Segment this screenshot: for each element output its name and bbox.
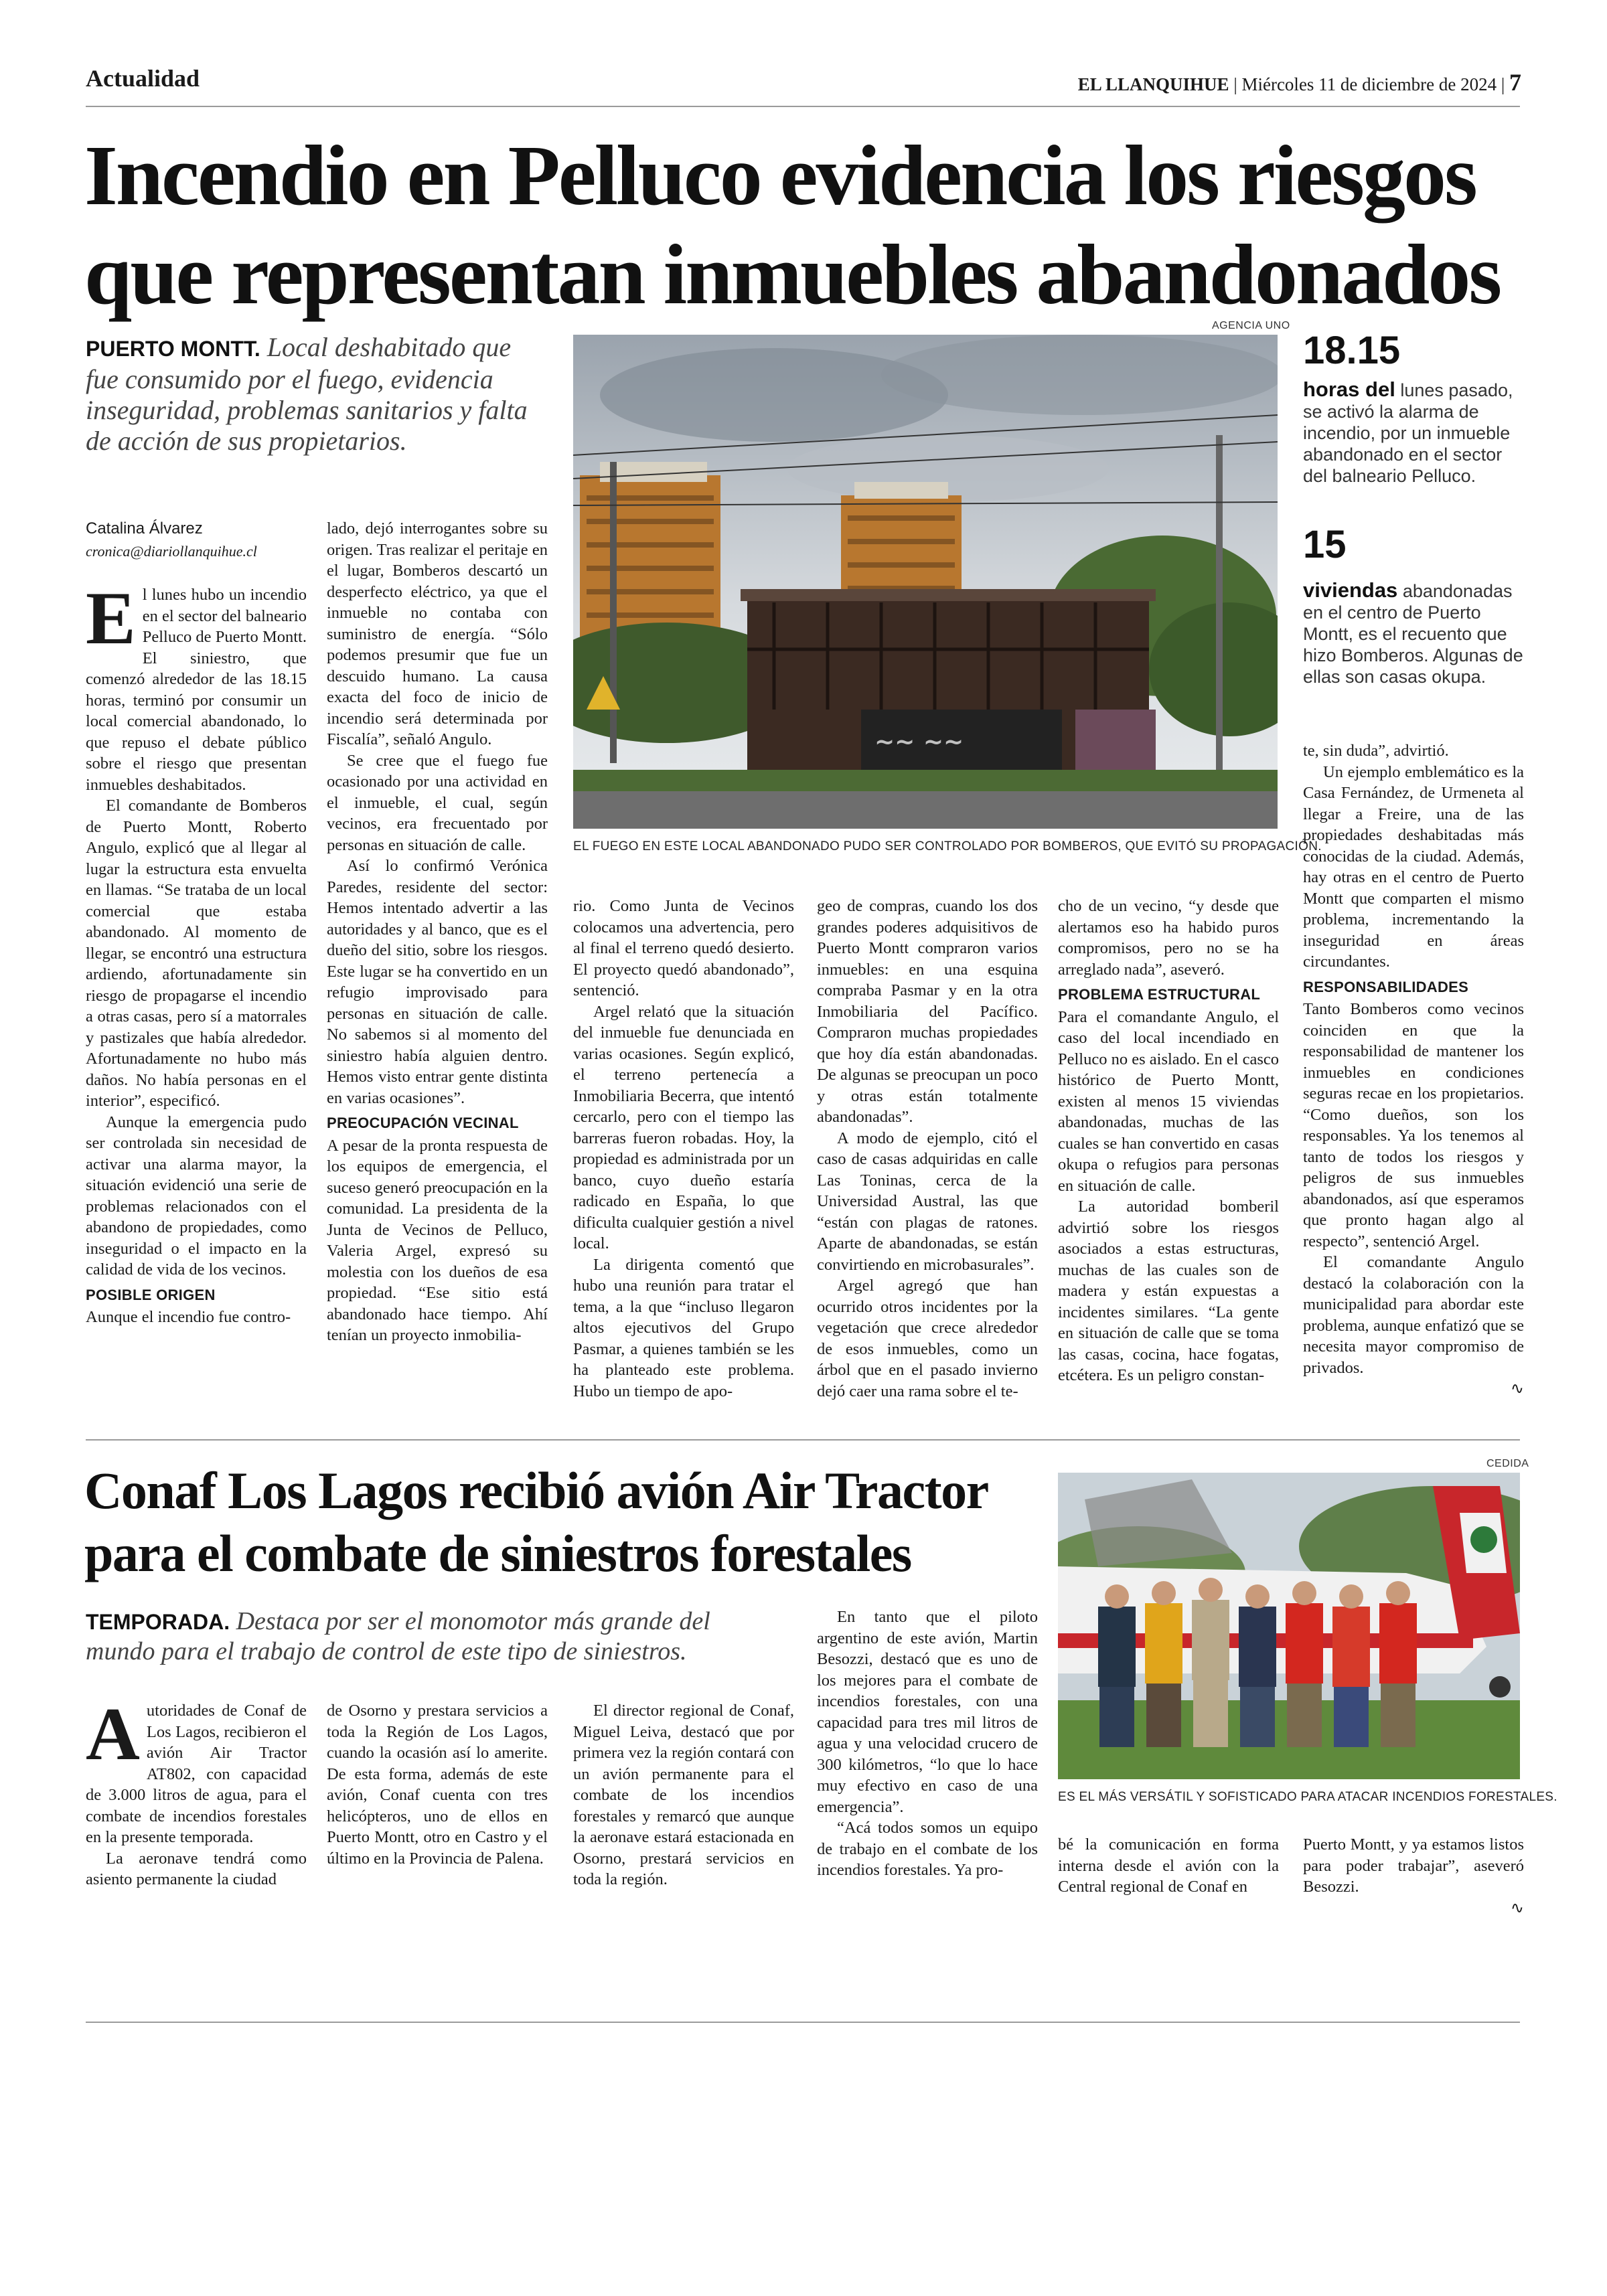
header-rule	[86, 106, 1520, 107]
byline-author: Catalina Álvarez	[86, 519, 203, 538]
byline-email: cronica@diariollanquihue.cl	[86, 542, 257, 560]
masthead-line: EL LLANQUIHUE | Miércoles 11 de diciembre de 2024 | 7	[1077, 69, 1521, 96]
article-column-6: te, sin duda”, advirtió. Un ejemplo emblemático es la Casa Fernández, de Urmeneta al llegar a Freire, una de las propiedades deshabitadas más conocidas de la ciudad. Además, hay otras en el centro de Puerto Montt que comparten el mismo problema, incrementando la inseguridad en áreas circundantes. RESPONSABILIDADES Tanto Bomberos como vecinos coinciden en que la responsabilidad de mantener los inmuebles en condiciones seguras recae en los propietarios. “Como dueños, son los responsables. Ya los tenemos al tanto de todos los riesgos y peligros de sus inmuebles abandonados, así que esperamos que pronto hagan algo al respecto”, sentenció Argel. El comandante Angulo destacó la colaboración con la municipalidad para abordar este problema, aunque enfatizó que se necesita mayor compromiso de privados. ∿	[1303, 740, 1524, 1400]
fact-text-houses: viviendas abandonadas en el centro de Puerto Montt, es el recuento que hizo Bomberos. Algunas de ellas son casas okupa.	[1303, 578, 1523, 687]
fact-text-time: horas del lunes pasado, se activó la alarma de incendio, por un inmueble abandonado en el sector del balneario Pelluco.	[1303, 378, 1513, 486]
story2-column-5: bé la comunicación en forma interna desde el avión con la Central regional de Conaf en	[1058, 1835, 1279, 1896]
plane-team-illustration	[1058, 1473, 1520, 1779]
story-divider-rule	[86, 1439, 1520, 1441]
page-number: 7	[1509, 69, 1521, 96]
paper-name: EL LLANQUIHUE	[1077, 74, 1229, 94]
photo-caption: EL FUEGO EN ESTE LOCAL ABANDONADO PUDO SER CONTROLADO POR BOMBEROS, QUE EVITÓ SU PROPAGACIÓN.	[573, 839, 1322, 853]
article-column-1: Catalina Álvarez cronica@diariollanquihue.cl El lunes hubo un incendio en el sector del balneario Pelluco de Puerto Montt. El siniestro, que comenzó alrededor de las 18.15 horas, terminó por consumir un local comercial abandonado, lo que repuso el debate público sobre el riesgo que presentan inmuebles deshabitados. El comandante de Bomberos de Puerto Montt, Roberto Angulo, explicó que al llegar al lugar la estructura esta envuelta en llamas. “Se trataba de un local comercial que estaba abandonado. Al momento de llegar, se encontró una estructura ardiendo, afortunadamente sin riesgo de propagarse el incendio a otras casas, pero sí a matorrales y pastizales que había alrededor. Afortunadamente no hubo más daños. No había personas en el interior”, especificó. Aunque la emergencia pudo ser controlada sin necesidad de activar una alarma mayor, la situación evidenció una serie de problemas relacionados con el abandono de propiedades, como inseguridad o el impacto en la calidad de vida de los vecinos. POSIBLE ORIGEN Aunque el incendio fue contro-	[86, 519, 307, 1326]
article-column-5: cho de un vecino, “y desde que alertamos eso ha habido puros compromisos, pero no se ha arreglado nada”, aseveró. PROBLEMA ESTRUCTURAL Para el comandante Angulo, el caso del local incendiado en Pelluco no es aislado. En el casco histórico de Puerto Montt, existen al menos 15 viviendas abandonadas, muchas de las cuales se han convertido en casas okupa o refugios para personas en situación de calle. La autoridad bomberil advirtió sobre los riesgos asociados a estas estructuras, muchas de las cuales son de madera y están expuestas a incidentes similares. “La gente en situación de calle que se toma las casas, cocina, hace fogatas, etcétera. Es un peligro constan-	[1058, 897, 1279, 1384]
subhead-responsabilidades: RESPONSABILIDADES	[1303, 978, 1469, 995]
subhead-problema-estructural: PROBLEMA ESTRUCTURAL	[1058, 986, 1261, 1003]
subhead-posible-origen: POSIBLE ORIGEN	[86, 1286, 216, 1303]
story2-column-6: Puerto Montt, y ya estamos listos para poder trabajar”, aseveró Besozzi. ∿	[1303, 1834, 1524, 1918]
lede-kicker-2: TEMPORADA.	[86, 1610, 230, 1634]
end-mark-icon: ∿	[1510, 1379, 1524, 1398]
air-tractor-photo	[1058, 1473, 1520, 1779]
article-column-3: rio. Como Junta de Vecinos colocamos una advertencia, pero al final el terreno quedó desierto. El proyecto quedó abandonado”, sentenció. Argel relató que la situación del inmueble fue denunciada en varias ocasiones. Según explicó, el terreno pertenecía a Inmobiliaria Becerra, que intentó cercarlo, pero con el tiempo las barreras fueron robadas. Hoy, la propiedad es administrada por un banco, cuyo dueño estaría radicado en España, lo que dificulta cualquier gestión a nivel local. La dirigenta comentó que hubo una reunión para tratar el tema, a la que “incluso llegaron altos ejecutivos del Grupo Pasmar, a quienes también se les ha planteado este problema. Hubo un tiempo de apo-	[573, 897, 794, 1400]
subhead-preocupacion-vecinal: PREOCUPACIÓN VECINAL	[327, 1115, 519, 1131]
fire-building-photo	[573, 335, 1278, 829]
story2-column-1: Autoridades de Conaf de Los Lagos, recibieron el avión Air Tractor AT802, con capacidad de 3.000 litros de agua, para el combate de incendios forestales en la presente temporada. La aeronave tendrá como asiento permanente la ciudad	[86, 1693, 307, 1888]
bottom-rule	[86, 2022, 1520, 2023]
dropcap-2: A	[86, 1693, 140, 1776]
photo-credit-2: CEDIDA	[1486, 1458, 1529, 1469]
photo-credit: AGENCIA UNO	[1212, 320, 1290, 331]
headline-secondary: Conaf Los Lagos recibió avión Air Tractor para el combate de siniestros forestales	[84, 1461, 988, 1582]
lede-kicker: PUERTO MONTT.	[86, 337, 260, 361]
photo-caption-2: ES EL MÁS VERSÁTIL Y SOFISTICADO PARA ATACAR INCENDIOS FORESTALES.	[1058, 1790, 1557, 1804]
lede-text-2: Destaca por ser el monomotor más grande del mundo para el trabajo de control de este tipo de siniestros.	[86, 1607, 710, 1665]
building-illustration	[573, 335, 1278, 829]
lede-text: Local deshabitado que fue consumido por el fuego, evidencia inseguridad, problemas sanitarios y falta de acción de sus propietarios.	[86, 332, 528, 456]
story2-column-4: En tanto que el piloto argentino de este avión, Martin Besozzi, destacó que es uno de los mejores para el combate de incendios forestales, con una capacidad para tres mil litros de agua y una velocidad crucero de 300 kilómetros, “lo que lo hace muy efectivo en caso de una emergencia”. “Acá todos somos un equipo de trabajo en el combate de los incendios forestales. Ya pro-	[817, 1608, 1038, 1879]
section-label: Actualidad	[86, 65, 200, 92]
fact-number-houses: 15	[1303, 523, 1347, 566]
svg-text:~~ ~~: ~~ ~~	[874, 728, 964, 756]
story2-column-3: El director regional de Conaf, Miguel Leiva, destacó que por primera vez la región contará con un avión permanente para el combate de los incendios forestales y remarcó que aunque la aeronave estará estacionada en Osorno, prestará servicios en toda la región.	[573, 1702, 794, 1888]
end-mark-icon-2: ∿	[1510, 1898, 1524, 1917]
headline-main: Incendio en Pelluco evidencia los riesgos que representan inmuebles abandonados	[84, 128, 1501, 322]
issue-date: Miércoles 11 de diciembre de 2024	[1241, 74, 1497, 94]
lede-secondary	[86, 1607, 782, 1666]
lede-main	[86, 332, 541, 457]
dropcap: E	[86, 577, 136, 660]
story2-column-2: de Osorno y prestara servicios a toda la Región de Los Lagos, cuando la ocasión así lo amerite. De esta forma, además de este avión, Conaf cuenta con tres helicópteros, uno de ellos en Puerto Montt, otro en Castro y el último en la Provincia de Palena.	[327, 1702, 548, 1868]
article-column-4: geo de compras, cuando los dos grandes poderes adquisitivos de Puerto Montt compraron varios inmuebles: en una esquina compraba Pasmar y en la otra Inmobiliaria del Pacífico. Compraron muchas propiedades que hoy día están abandonadas. De algunas se preocupan un poco y otras están totalmente abandonadas”. A modo de ejemplo, citó el caso de casas adquiridas en calle Las Toninas, cerca de la Universidad Austral, las que “están con plagas de ratones. Aparte de abandonadas, se están convirtiendo en microbasurales”. Argel agregó que han ocurrido otros incidentes por la vegetación que crece alrededor de esos inmuebles, como un árbol que en el pasado invierno dejó caer una rama sobre el te-	[817, 897, 1038, 1400]
article-column-2: lado, dejó interrogantes sobre su origen. Tras realizar el peritaje en el lugar, Bomberos descartó un desperfecto eléctrico, ya que el inmueble no contaba con suministro de energía. “Sólo podemos presumir que fue un descuido humano. La causa exacta del foco de inicio de incendio será determinada por Fiscalía”, señaló Angulo. Se cree que el fuego fue ocasionado por una actividad en el inmueble, el cual, según vecinos, era frecuentado por personas en situación de calle. Así lo confirmó Verónica Paredes, residente del sector: Hemos intentado advertir a las autoridades y al banco, que es el dueño del sitio, sobre los riesgos. Este lugar se ha convertido en un refugio improvisado para personas en situación de calle. No sabemos si al momento del siniestro había alguien dentro. Hemos visto entrar gente distinta en varias ocasiones”. PREOCUPACIÓN VECINAL A pesar de la pronta respuesta de los equipos de emergencia, el suceso generó preocupación en la comunidad. La presidenta de la Junta de Vecinos de Pelluco, Valeria Argel, expresó su molestia con los dueños de esa propiedad. “Ese sitio está abandonado hace tiempo. Ahí tenían un proyecto inmobilia-	[327, 519, 548, 1344]
fact-number-time: 18.15	[1303, 329, 1401, 372]
